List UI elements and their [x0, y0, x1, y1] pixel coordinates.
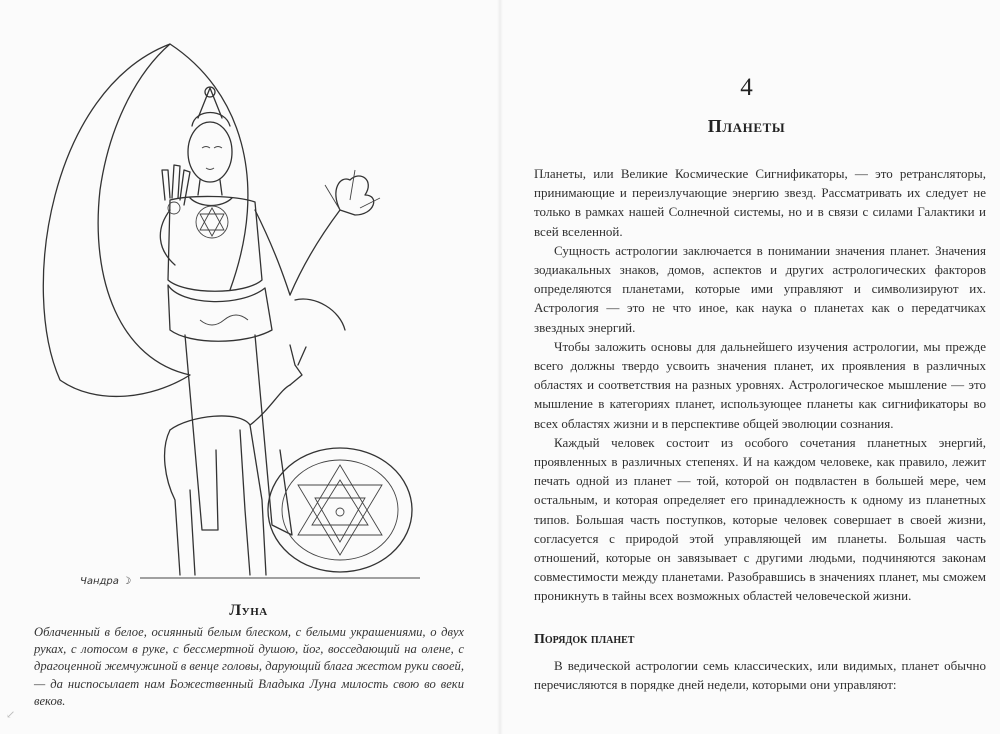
section-text: В ведической астрологии семь классических, или видимых, планет обычно перечисляются в порядке дней недели, которыми они управляют: — [534, 658, 986, 693]
caption-text: Облаченный в белое, осиянный белым блеском, с белыми украшениями, о двух руках, с лотосом в руке, с бессмертной душою, йог, восседающий на олене, с драгоценной жемчужиной в венце головы, дарующий блага жестом руки своей, — да ниспосылает нам Божественный Владыка Луна милость свою во веки веков. — [34, 625, 464, 708]
chapter-number: 4 — [740, 74, 753, 101]
body-text — [534, 164, 986, 606]
paragraph: Планеты, или Великие Космические Сигнификаторы, — это ретрансляторы, принимающие и переизлучающие энергию звезд. Рассматривать их следует не только в рамках нашей Солнечной системы, но и в связи с силами Галактики и всей вселенной. — [534, 166, 986, 239]
artist-signature: Чандра ☽ — [80, 576, 132, 587]
paragraph: Чтобы заложить основы для дальнейшего изучения астрологии, мы прежде всего должны твердо усвоить значения планет, их проявления в различных областях и соответствия на разных уровнях. Астрологическое мышление — это мышление в категориях планет, использующее планеты как сигнификаторы во всех областях жизни и в перспективе общей эволюции сознания. — [534, 338, 986, 431]
left-page — [0, 0, 497, 734]
chapter-title: Планеты — [707, 116, 786, 136]
paragraph: Каждый человек состоит из особого сочетания планетных энергий, проявленных в различных степенях. И на каждом человеке, как правило, лежит печать одной из планет — той, которой он подвластен в большей мере, чем остальным, и которая определяет его принадлежность к одному из планетных типов. Большая часть поступков, которые человек совершает в своей жизни, согласуется с природой этой управляющей им планеты. Большая часть отношений, которые он завязывает с другими людьми, подчиняются законам совместимости между планетами. Разобравшись в значениях планет, мы сможем проникнуть в тайны всех возможных областей человеческой жизни. — [534, 434, 986, 604]
moon-deity-illustration — [40, 30, 460, 590]
caption-title: Луна — [229, 602, 268, 619]
paragraph: Сущность астрологии заключается в понимании значения планет. Значения зодиакальных знаков, домов, аспектов и других астрологических факторов определяются планетами, которые ими управляют и символизируют их. Астрология — это не что иное, как наука о планетах как о передатчиках звездных энергий. — [534, 242, 986, 335]
corner-mark: ↙ — [6, 709, 16, 721]
section-heading: Порядок планет — [534, 632, 635, 647]
right-page — [503, 0, 1000, 734]
